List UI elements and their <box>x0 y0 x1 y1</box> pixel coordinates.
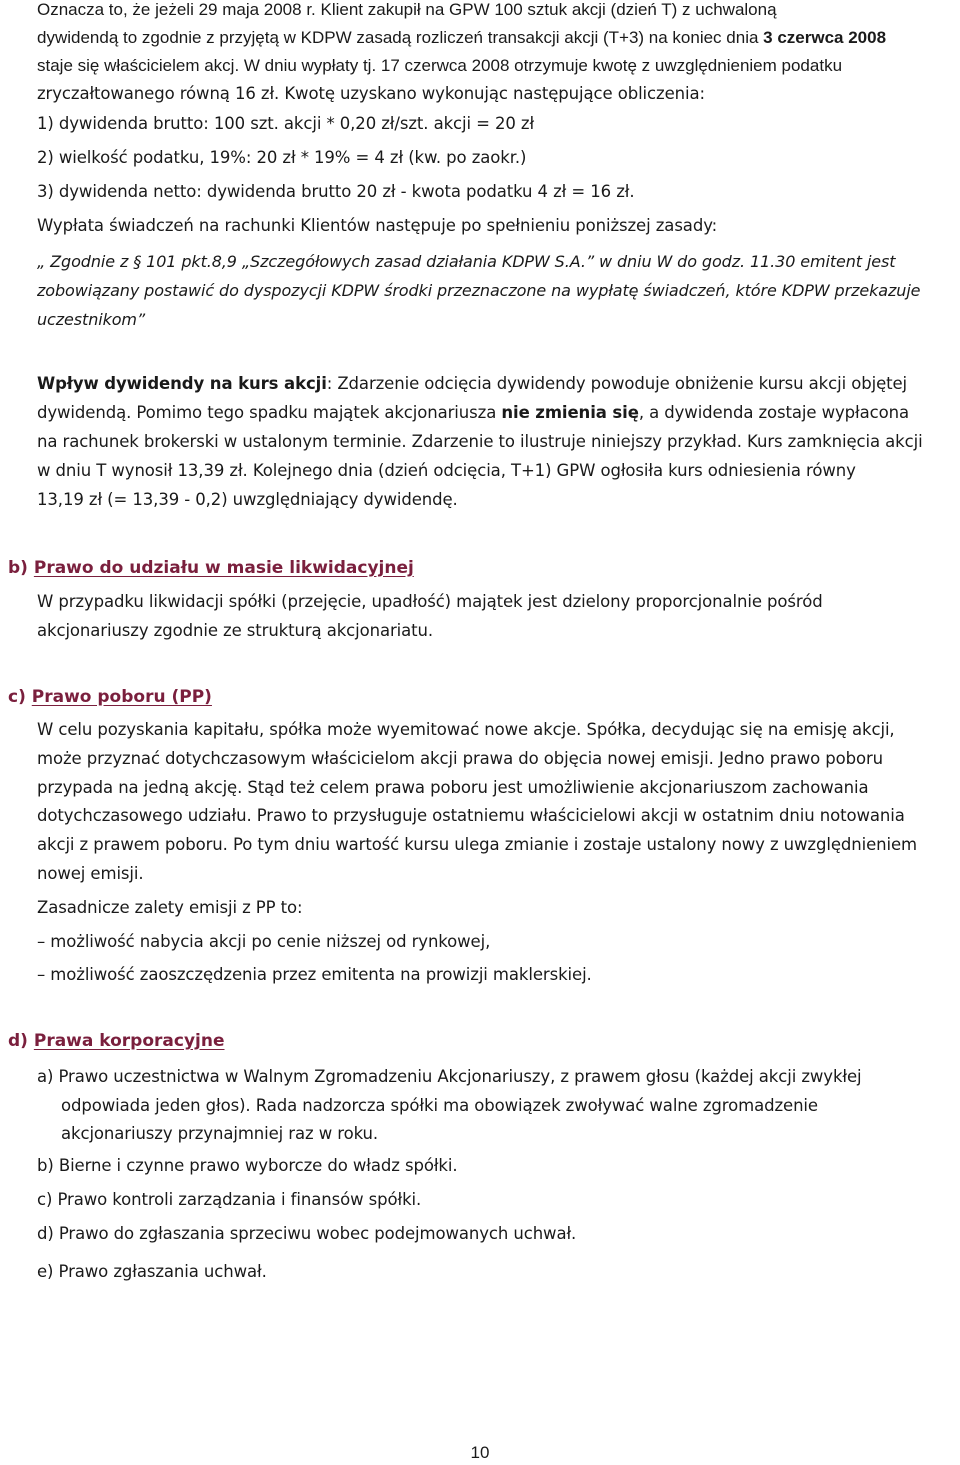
corporate-right-e: e) Prawo zgłaszania uchwał. <box>37 1262 267 1281</box>
section-c-line-6: nowej emisji. <box>37 864 144 883</box>
advantages-title: Zasadnicze zalety emisji z PP to: <box>37 898 303 917</box>
corporate-right-b: b) Bierne i czynne prawo wyborcze do władz spółki. <box>37 1156 458 1175</box>
impact-line-4: w dniu T wynosił 13,39 zł. Kolejnego dnia (dzień odcięcia, T+1) GPW ogłosiła kurs odniesienia równy <box>37 461 856 480</box>
intro-line-3: staje się właścicielem akcj. W dniu wypłaty tj. 17 czerwca 2008 otrzymuje kwotę z uwzględnieniem podatku <box>37 56 843 75</box>
calc-item-3: 3) dywidenda netto: dywidenda brutto 20 zł - kwota podatku 4 zł = 16 zł. <box>37 182 635 201</box>
corporate-right-a-line-1: a) Prawo uczestnictwa w Walnym Zgromadzeniu Akcjonariuszy, z prawem głosu (każdej akcji zwykłej <box>37 1067 862 1086</box>
impact-line-3: na rachunek brokerski w ustalonym terminie. Zdarzenie to ilustruje niniejszy przykład. Kurs zamknięcia akcji <box>37 432 923 451</box>
section-c-heading: c) Prawo poboru (PP) <box>8 687 212 707</box>
corporate-right-a-line-3: akcjonariuszy przynajmniej raz w roku. <box>61 1124 379 1143</box>
section-c-line-5: akcji z prawem poboru. Po tym dniu wartość kursu ulega zmianie i zostaje ustalony nowy z uwzględnieniem <box>37 835 918 854</box>
advantage-item-1: – możliwość nabycia akcji po cenie niższej od rynkowej, <box>37 932 491 951</box>
payout-rule: Wypłata świadczeń na rachunki Klientów następuje po spełnieniu poniższej zasady: <box>37 216 718 235</box>
page-number: 10 <box>470 1443 490 1462</box>
calc-item-2: 2) wielkość podatku, 19%: 20 zł * 19% = 4 zł (kw. po zaokr.) <box>37 148 527 167</box>
quote-line-3: uczestnikom” <box>37 310 146 329</box>
intro-line-4: zryczałtowanego równą 16 zł. Kwotę uzyskano wykonując następujące obliczenia: <box>37 84 705 103</box>
corporate-right-a-line-2: odpowiada jeden głos). Rada nadzorcza spółki ma obowiązek zwoływać walne zgromadzenie <box>61 1096 818 1115</box>
quote-line-2: zobowiązany postawić do dyspozycji KDPW środki przeznaczone na wypłatę świadczeń, które KDPW przekazuje <box>37 281 921 300</box>
intro-line-2: dywidendą to zgodnie z przyjętą w KDPW zasadą rozliczeń transakcji akcji (T+3) na koniec dnia 3 czerwca 2008 <box>37 28 887 47</box>
intro-line-1: Oznacza to, że jeżeli 29 maja 2008 r. Klient zakupił na GPW 100 sztuk akcji (dzień T) z uchwaloną <box>37 0 777 19</box>
section-c-line-2: może przyznać dotychczasowym właścicielom akcji prawa do objęcia nowej emisji. Jedno prawo poboru <box>37 749 884 768</box>
corporate-right-c: c) Prawo kontroli zarządzania i finansów spółki. <box>37 1190 422 1209</box>
corporate-right-d: d) Prawo do zgłaszania sprzeciwu wobec podejmowanych uchwał. <box>37 1224 577 1243</box>
advantage-item-2: – możliwość zaoszczędzenia przez emitenta na prowizji maklerskiej. <box>37 965 592 984</box>
section-c-line-4: dotychczasowego udziału. Prawo to przysługuje ostatniemu właścicielowi akcji w ostatnim dniu notowania <box>37 806 905 825</box>
section-d-heading: d) Prawa korporacyjne <box>8 1031 225 1051</box>
section-b-line-2: akcjonariuszy zgodnie ze strukturą akcjonariatu. <box>37 621 434 640</box>
impact-line-1: Wpływ dywidendy na kurs akcji: Zdarzenie odcięcia dywidendy powoduje obniżenie kursu akcji objętej <box>37 374 908 393</box>
settlement-date: 3 czerwca 2008 <box>763 28 887 47</box>
section-b-heading: b) Prawo do udziału w masie likwidacyjnej <box>8 558 414 578</box>
section-c-line-3: przypada na jedną akcję. Stąd też celem prawa poboru jest umożliwienie akcjonariuszom zachowania <box>37 778 869 797</box>
calc-item-1: 1) dywidenda brutto: 100 szt. akcji * 0,20 zł/szt. akcji = 20 zł <box>37 114 535 133</box>
section-b-line-1: W przypadku likwidacji spółki (przejęcie, upadłość) majątek jest dzielony proporcjonalnie pośród <box>37 592 823 611</box>
impact-line-2: dywidendą. Pomimo tego spadku majątek akcjonariusza nie zmienia się, a dywidenda zostaje wypłacona <box>37 403 909 422</box>
section-c-line-1: W celu pozyskania kapitału, spółka może wyemitować nowe akcje. Spółka, decydując się na emisję akcji, <box>37 720 895 739</box>
impact-line-5: 13,19 zł (= 13,39 - 0,2) uwzględniający dywidendę. <box>37 490 458 509</box>
quote-line-1: „ Zgodnie z § 101 pkt.8,9 „Szczegółowych zasad działania KDPW S.A.” w dniu W do godz. 11.30 emitent jest <box>37 252 896 271</box>
